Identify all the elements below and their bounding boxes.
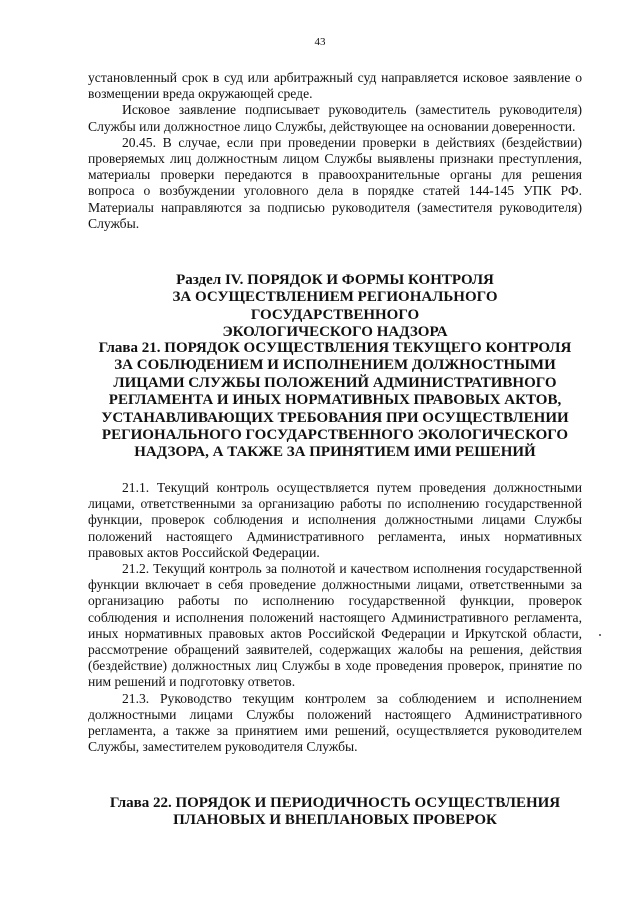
paragraph: 21.3. Руководство текущим контролем за соблюдением и исполнением должностными лицами Службы положений настоящего Административного регламента, а также за принятием ими решений, осуществляется руководителем Службы, заместителем руководителя Службы. [88, 690, 582, 755]
page-number: 43 [314, 36, 326, 48]
chapter-21-heading [88, 340, 582, 462]
heading-line: ПЛАНОВЫХ И ВНЕПЛАНОВЫХ ПРОВЕРОК [173, 812, 497, 829]
heading-line: ЛИЦАМИ СЛУЖБЫ ПОЛОЖЕНИЙ АДМИНИСТРАТИВНОГО [113, 374, 557, 391]
paragraph: 21.1. Текущий контроль осуществляется путем проведения должностными лицами, ответственными за организацию работы по исполнению государственной функции, проверок соблюдения и исполнения должностными лицами Службы положений настоящего Административного регламента, иных нормативных правовых актов Российской Федерации. [88, 480, 582, 560]
section-heading [88, 272, 582, 342]
paragraph: 20.45. В случае, если при проведении проверки в действиях (бездействии) проверяемых лиц должностным лицом Службы выявлены признаки преступления, материалы проверки передаются в правоохранительные органы для решения вопроса о возбуждении уголовного дела в порядке статей 144-145 УПК РФ. Материалы направляются за подписью руководителя (заместителя руководителя) Службы. [88, 134, 582, 231]
text-block-top [88, 70, 582, 232]
heading-line: НАДЗОРА, А ТАКЖЕ ЗА ПРИНЯТИЕМ ИМИ РЕШЕНИЙ [134, 444, 536, 461]
paragraph: установленный срок в суд или арбитражный суд направляется исковое заявление о возмещении вреда окружающей среде. [88, 70, 582, 102]
heading-line: Глава 21. ПОРЯДОК ОСУЩЕСТВЛЕНИЯ ТЕКУЩЕГО КОНТРОЛЯ [98, 340, 572, 356]
chapter-22-heading [88, 795, 582, 830]
heading-line: УСТАНАВЛИВАЮЩИХ ТРЕБОВАНИЯ ПРИ ОСУЩЕСТВЛЕНИИ [101, 409, 569, 426]
heading-line: РЕГИОНАЛЬНОГО ГОСУДАРСТВЕННОГО ЭКОЛОГИЧЕСКОГО [101, 427, 569, 444]
heading-line: ЗА СОБЛЮДЕНИЕМ И ИСПОЛНЕНИЕМ ДОЛЖНОСТНЫМИ [114, 357, 556, 374]
heading-line: Раздел IV. ПОРЯДОК И ФОРМЫ КОНТРОЛЯ [176, 272, 494, 288]
heading-line: ЭКОЛОГИЧЕСКОГО НАДЗОРА [222, 324, 448, 341]
paragraph: Исковое заявление подписывает руководитель (заместитель руководителя) Службы или должностное лицо Службы, действующее на основании доверенности. [88, 102, 582, 134]
heading-line: ЗА ОСУЩЕСТВЛЕНИЕМ РЕГИОНАЛЬНОГО ГОСУДАРСТВЕННОГО [172, 289, 498, 323]
heading-line: РЕГЛАМЕНТА И ИНЫХ НОРМАТИВНЫХ ПРАВОВЫХ АКТОВ, [108, 392, 562, 409]
paragraph: 21.2. Текущий контроль за полнотой и качеством исполнения государственной функции включает в себя проведение должностными лицами, ответственными за организацию работы по исполнению государственной функции, проверок соблюдения и исполнения положений настоящего Административного регламента, иных нормативных правовых актов Российской Федерации и Иркутской области, рассмотрение обращений заявителей, содержащих жалобы на решения, действия (бездействие) должностных лиц Службы в ходе проведения проверок, принятие по ним решений и подготовку ответов. [88, 561, 582, 690]
scan-speck [599, 634, 601, 636]
text-block-chapter-21 [88, 480, 582, 755]
heading-line: Глава 22. ПОРЯДОК И ПЕРИОДИЧНОСТЬ ОСУЩЕСТВЛЕНИЯ [109, 795, 561, 811]
